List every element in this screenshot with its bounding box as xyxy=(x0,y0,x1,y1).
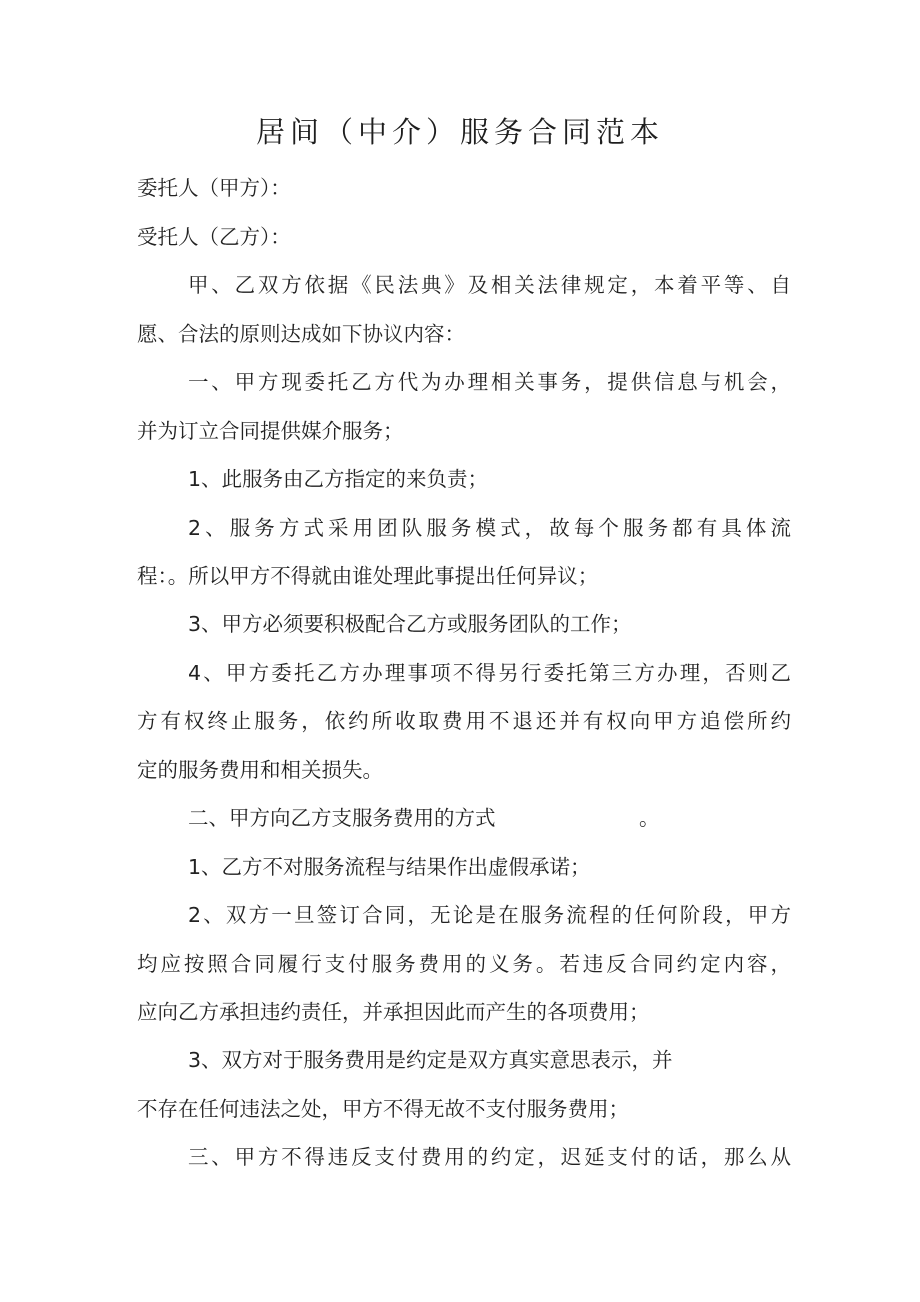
paragraph-line: 愿、合法的原则达成如下协议内容： xyxy=(137,322,465,346)
paragraph-line: 甲、乙双方依据《民法典》及相关法律规定，本着平等、自 xyxy=(188,273,791,297)
paragraph-line: 1、此服务由乙方指定的来负责； xyxy=(188,467,489,491)
paragraph-line: 2、双方一旦签订合同，无论是在服务流程的任何阶段，甲方 xyxy=(188,903,791,927)
document-title: 居间（中介）服务合同范本 xyxy=(255,115,664,149)
paragraph-line: 并为订立合同提供媒介服务； xyxy=(137,419,404,443)
paragraph-line: 一、甲方现委托乙方代为办理相关事务，提供信息与机会， xyxy=(188,370,791,394)
paragraph-line: 4、甲方委托乙方办理事项不得另行委托第三方办理，否则乙 xyxy=(188,661,791,685)
paragraph-line: 定的服务费用和相关损失。 xyxy=(137,758,383,782)
paragraph-line: 不存在任何违法之处，甲方不得无故不支付服务费用； xyxy=(137,1097,629,1121)
paragraph-line: 均应按照合同履行支付服务费用的义务。若违反合同约定内容， xyxy=(137,952,791,976)
paragraph-line: 1、乙方不对服务流程与结果作出虚假承诺； xyxy=(188,855,591,879)
paragraph-line: 应向乙方承担违约责任，并承担因此而产生的各项费用； xyxy=(137,1000,650,1024)
paragraph-line: 程：。所以甲方不得就由谁处理此事提出任何异议； xyxy=(137,564,599,588)
paragraph-line: 3、双方对于服务费用是约定是双方真实意思表示，并 xyxy=(188,1048,673,1072)
paragraph-line: 三、甲方不得违反支付费用的约定，迟延支付的话，那么从 xyxy=(188,1145,791,1169)
party-b-line: 受托人（乙方）： xyxy=(137,225,291,249)
paragraph-line: 方有权终止服务，依约所收取费用不退还并有权向甲方追偿所约 xyxy=(137,709,791,733)
party-a-line: 委托人（甲方）： xyxy=(137,176,291,200)
paragraph-line: 3、甲方必须要积极配合乙方或服务团队的工作； xyxy=(188,612,632,636)
paragraph-line: 二、甲方向乙方支服务费用的方式 。 xyxy=(188,806,660,830)
paragraph-line: 2、服务方式采用团队服务模式，故每个服务都有具体流 xyxy=(188,516,791,540)
